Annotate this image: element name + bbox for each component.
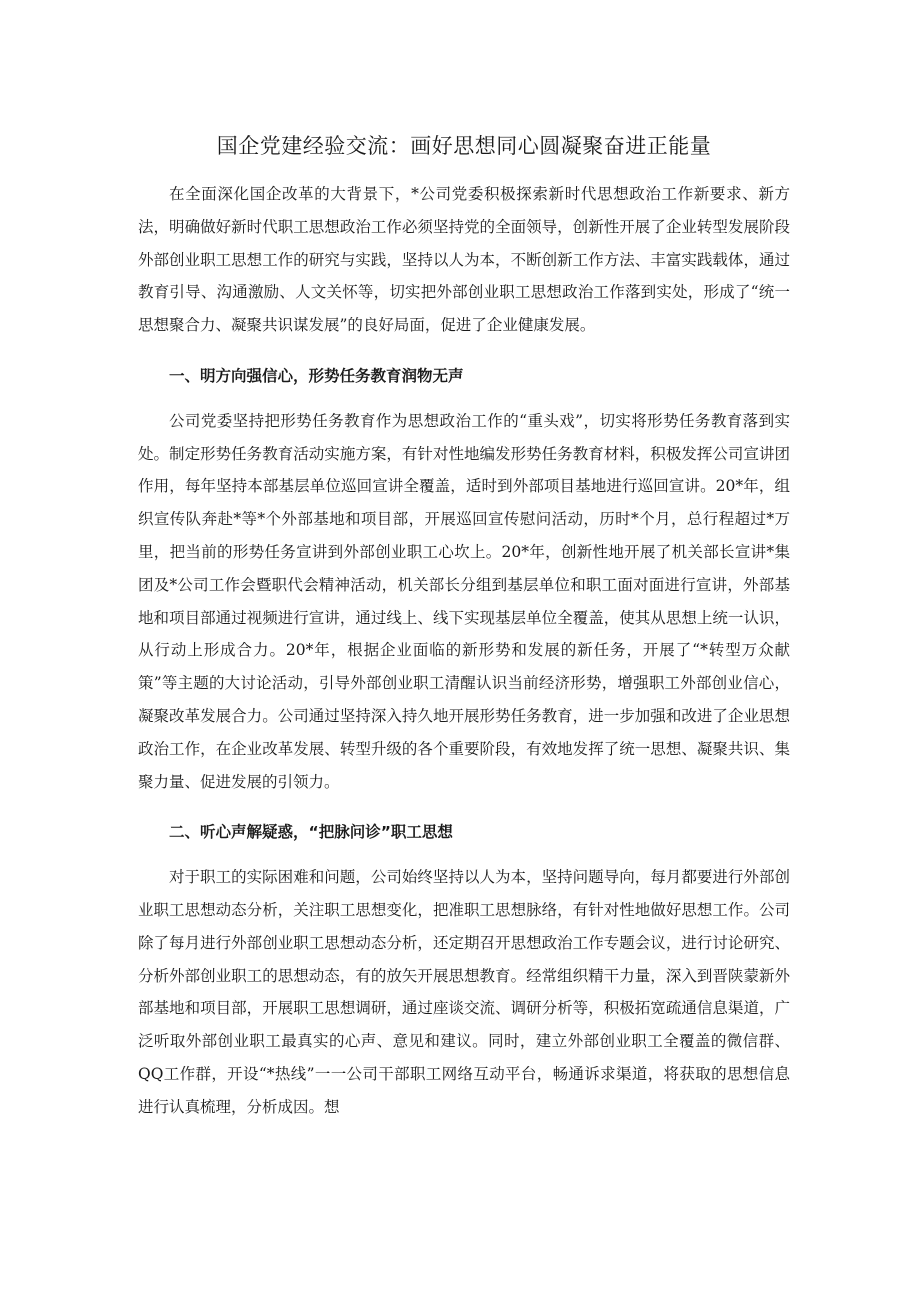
document-body xyxy=(138,126,790,1124)
section-heading: 一、明方向强信心，形势任务教育润物无声 xyxy=(169,366,464,385)
intro-paragraph: 在全面深化国企改革的大背景下，*公司党委积极探索新时代思想政治工作新要求、新方法，明确做好新时代职工思想政治工作必须坚持党的全面领导，创新性开展了企业转型发展阶段外部创业职工思想工作的研究与实践，坚持以人为本，不断创新工作方法、丰富实践载体，通过教育引导、沟通激励、人文关怀等，切实把外部创业职工思想政治工作落到实处，形成了“统一思想聚合力、凝聚共识谋发展”的良好局面，促进了企业健康发展。 xyxy=(138,185,790,335)
document-title: 国企党建经验交流：画好思想同心圆凝聚奋进正能量 xyxy=(216,134,712,158)
section-heading: 二、听心声解疑惑，“把脉问诊”职工思想 xyxy=(169,823,453,842)
section-paragraph: 对于职工的实际困难和问题，公司始终坚持以人为本，坚持问题导向，每月都要进行外部创业职工思想动态分析，关注职工思想变化，把准职工思想脉络，有针对性地做好思想工作。公司除了每月进行外部创业职工思想动态分析，还定期召开思想政治工作专题会议，进行讨论研究、分析外部创业职工的思想动态，有的放矢开展思想教育。经常组织精干力量，深入到晋陕蒙新外部基地和项目部，开展职工思想调研，通过座谈交流、调研分析等，积极拓宽疏通信息渠道，广泛听取外部创业职工最真实的心声、意见和建议。同时，建立外部创业职工全覆盖的微信群、QQ工作群，开设“*热线”一一公司干部职工网络互动平台，畅通诉求渠道，将获取的思想信息进行认真梳理，分析成因。想 xyxy=(138,868,790,1116)
section-paragraph: 公司党委坚持把形势任务教育作为思想政治工作的“重头戏”，切实将形势任务教育落到实处。制定形势任务教育活动实施方案，有针对性地编发形势任务教育材料，积极发挥公司宣讲团作用，每年坚持本部基层单位巡回宣讲全覆盖，适时到外部项目基地进行巡回宣讲。20*年，组织宣传队奔赴*等*个外部基地和项目部，开展巡回宣传慰问活动，历时*个月，总行程超过*万里，把当前的形势任务宣讲到外部创业职工心坎上。20*年，创新性地开展了机关部长宣讲*集团及*公司工作会暨职代会精神活动，机关部长分组到基层单位和职工面对面进行宣讲，外部基地和项目部通过视频进行宣讲，通过线上、线下实现基层单位全覆盖，使其从思想上统一认识，从行动上形成合力。20*年，根据企业面临的新形势和发展的新任务，开展了“*转型万众献策”等主题的大讨论活动，引导外部创业职工清醒认识当前经济形势，增强职工外部创业信心，凝聚改革发展合力。公司通过坚持深入持久地开展形势任务教育，进一步加强和改进了企业思想政治工作，在企业改革发展、转型升级的各个重要阶段，有效地发挥了统一思想、凝聚共识、集聚力量、促进发展的引领力。 xyxy=(138,411,790,791)
